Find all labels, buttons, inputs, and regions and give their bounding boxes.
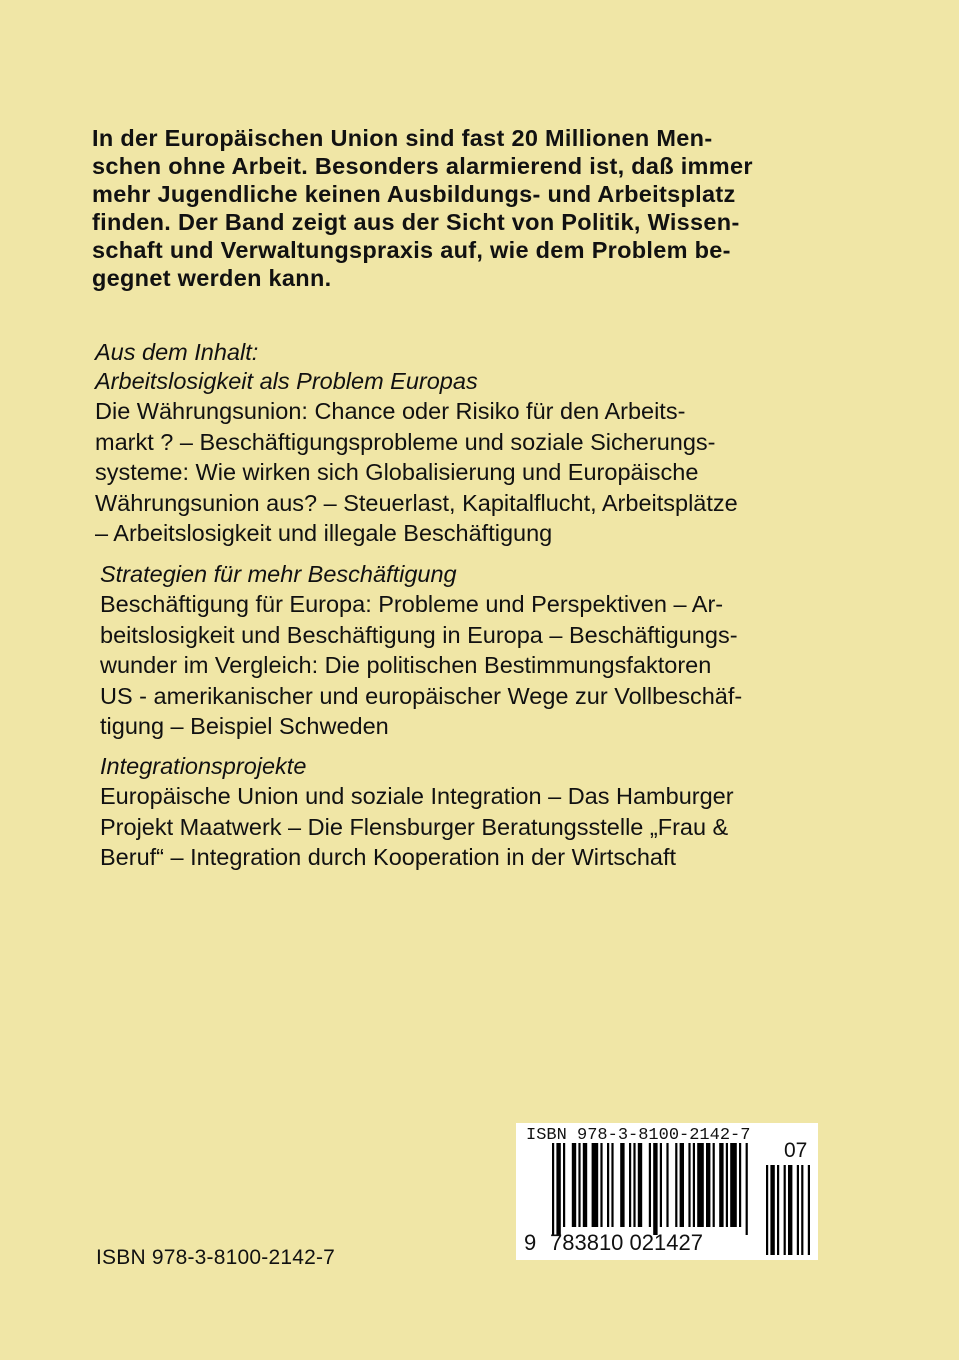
barcode-bar — [600, 1143, 602, 1227]
barcode-isbn-label: ISBN 978-3-8100-2142-7 — [526, 1126, 751, 1145]
section-line: systeme: Wie wirken sich Globalisierung und Europäische — [95, 459, 699, 485]
section-line: Die Währungsunion: Chance oder Risiko für den Arbeits- — [95, 398, 686, 424]
section-line: tigung – Beispiel Schweden — [100, 713, 389, 739]
barcode-addon-bar — [797, 1165, 799, 1255]
barcode-bar — [675, 1143, 677, 1227]
blurb-line: gegnet werden kann. — [92, 265, 332, 291]
blurb-line: mehr Jugendliche keinen Ausbildungs- und Arbeitsplatz — [92, 181, 736, 207]
section-line: Projekt Maatwerk – Die Flensburger Beratungsstelle „Frau & — [100, 813, 729, 840]
blurb-line: schaft und Verwaltungspraxis auf, wie dem Problem be- — [92, 237, 731, 263]
barcode-addon-bar — [784, 1165, 786, 1255]
contents-section-strategien — [100, 560, 742, 742]
barcode-bar — [563, 1143, 565, 1227]
barcode-bar — [680, 1143, 684, 1227]
barcode-bar — [552, 1143, 554, 1235]
section-line: – Arbeitslosigkeit und illegale Beschäftigung — [95, 520, 553, 546]
section-line: Währungsunion aus? – Steuerlast, Kapitalflucht, Arbeitsplätze — [95, 489, 738, 516]
blurb-line: schen ohne Arbeit. Besonders alarmierend ist, daß immer — [92, 153, 753, 179]
barcode-bar — [572, 1143, 576, 1227]
section-line: Beschäftigung für Europa: Probleme und Perspektiven – Ar- — [100, 591, 724, 617]
blurb-paragraph — [92, 124, 892, 292]
blurb-line: In der Europäischen Union sind fast 20 Millionen Men- — [92, 125, 713, 151]
section-line: Europäische Union und soziale Integration – Das Hamburger — [100, 783, 734, 809]
barcode-bar — [706, 1143, 710, 1227]
barcode-bar — [726, 1143, 728, 1227]
barcode-bar — [583, 1143, 587, 1227]
isbn-text: ISBN 978-3-8100-2142-7 — [96, 1246, 336, 1269]
barcode-bar — [611, 1143, 613, 1227]
contents-section-arbeitslosigkeit — [95, 338, 738, 549]
barcode-bar — [666, 1143, 668, 1227]
barcode-bar — [697, 1143, 704, 1227]
barcode-digits: 783810 021427 — [550, 1230, 703, 1255]
barcode-bar — [730, 1143, 737, 1227]
barcode-bar — [556, 1143, 560, 1235]
barcode-addon-bar — [766, 1165, 768, 1255]
barcode-first-digit: 9 — [524, 1230, 537, 1255]
section-line: markt ? – Beschäftigungsprobleme und soziale Sicherungs- — [95, 428, 716, 455]
barcode-bar — [713, 1143, 715, 1227]
barcode-bar — [638, 1143, 642, 1227]
barcode-bar — [739, 1143, 741, 1227]
section-line: beitslosigkeit und Beschäftigung in Europa – Beschäftigungs- — [100, 621, 738, 648]
section-heading: Strategien für mehr Beschäftigung — [100, 561, 457, 587]
barcode-bar — [649, 1143, 651, 1227]
barcode-bar — [607, 1143, 609, 1227]
barcode-bar — [688, 1143, 690, 1227]
barcode-bar — [719, 1143, 723, 1227]
section-line: Beruf“ – Integration durch Kooperation in der Wirtschaft — [100, 844, 677, 870]
section-line: US - amerikanischer und europäischer Wege zur Vollbeschäf- — [100, 682, 743, 709]
section-heading: Arbeitslosigkeit als Problem Europas — [95, 368, 478, 394]
barcode-bar — [592, 1143, 599, 1227]
barcode-addon-bar — [777, 1165, 779, 1255]
contents-section-integration — [100, 752, 734, 873]
barcode-bar — [660, 1143, 662, 1227]
barcode-bar — [693, 1143, 695, 1227]
barcode-bar — [578, 1143, 580, 1227]
barcode-bar — [746, 1143, 748, 1235]
blurb-line: finden. Der Band zeigt aus der Sicht von Politik, Wissen- — [92, 209, 740, 235]
section-line: wunder im Vergleich: Die politischen Bestimmungsfaktoren — [100, 652, 712, 678]
barcode-addon-bar — [770, 1165, 774, 1255]
barcode-bar — [620, 1143, 624, 1227]
barcode-bar — [653, 1143, 657, 1235]
barcode-bar — [629, 1143, 631, 1227]
barcode-addon-bar — [801, 1165, 803, 1255]
barcode-addon-bar — [788, 1165, 792, 1255]
section-heading: Integrationsprojekte — [100, 753, 307, 779]
barcode-bar — [633, 1143, 635, 1227]
barcode — [516, 1123, 818, 1260]
barcode-addon-bar — [808, 1165, 810, 1255]
contents-label: Aus dem Inhalt: — [95, 339, 259, 365]
barcode-addon-digits: 07 — [784, 1139, 808, 1162]
